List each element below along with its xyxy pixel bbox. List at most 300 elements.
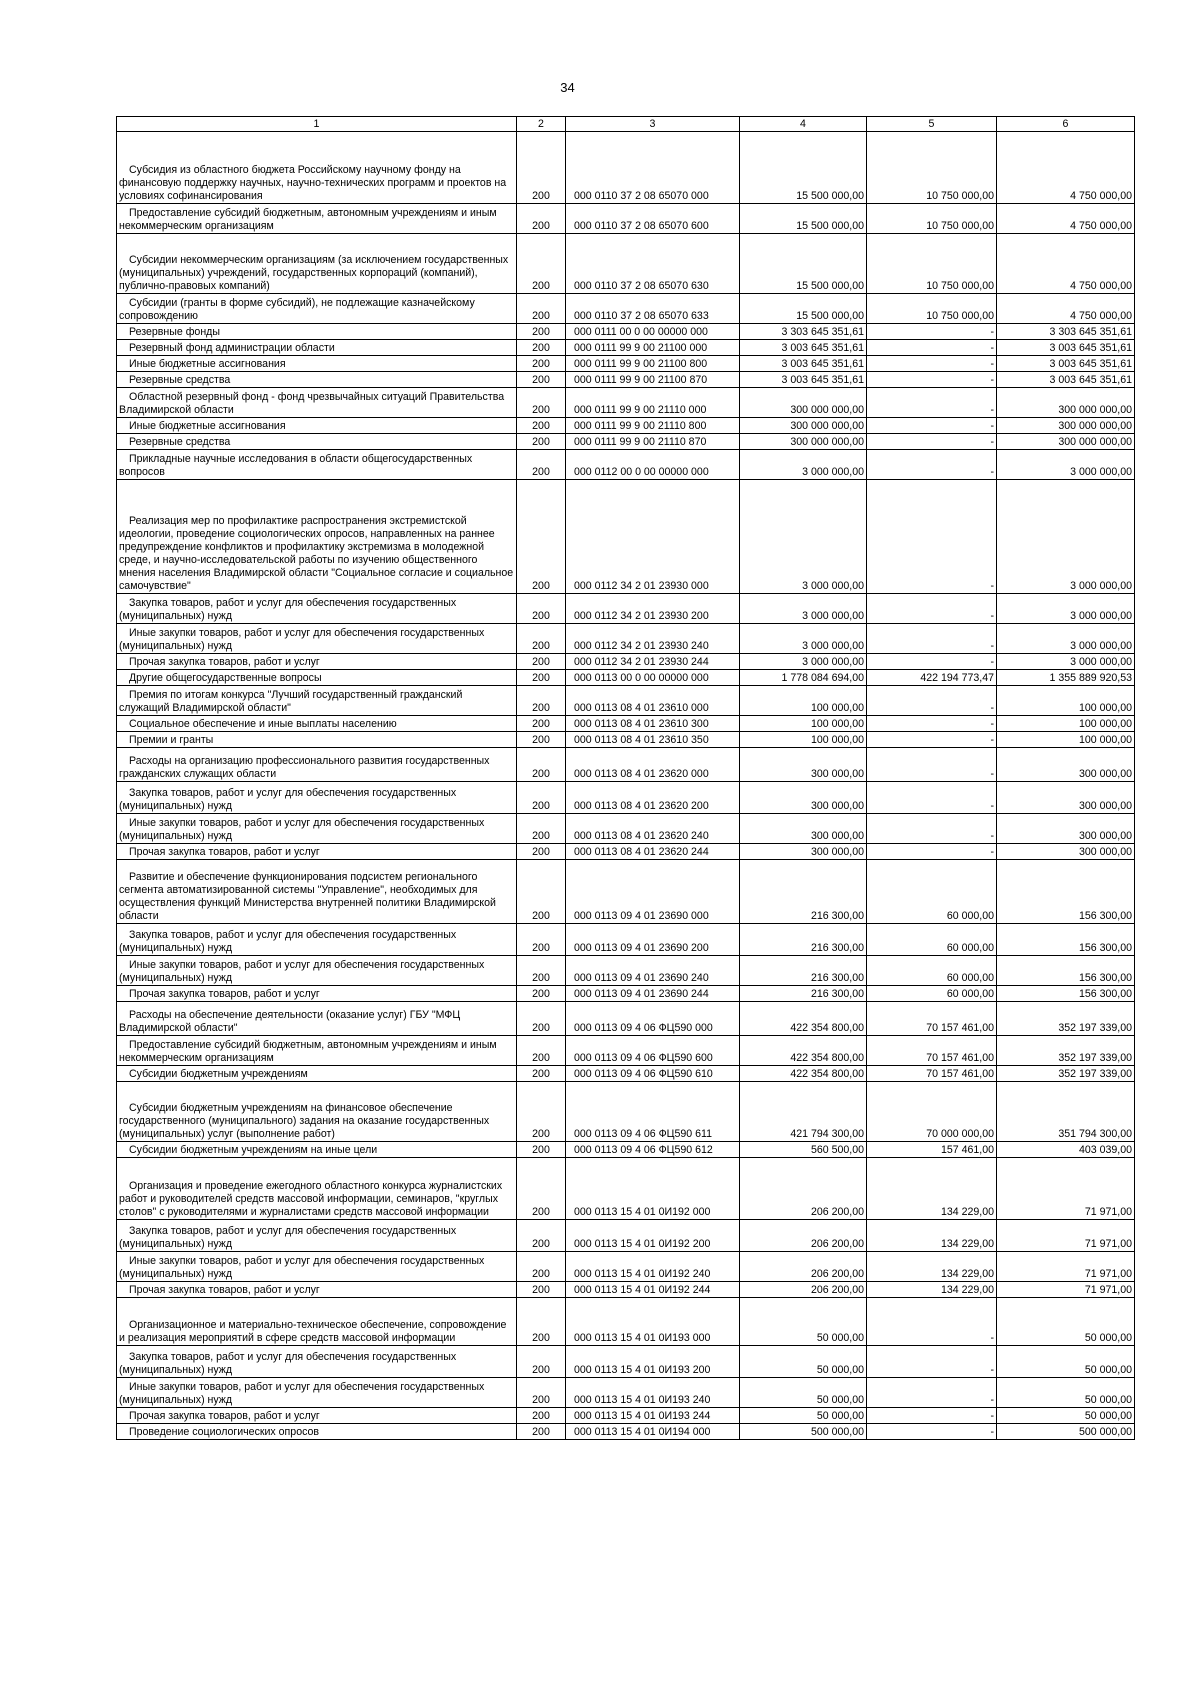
row-amount-executed: -	[867, 1346, 997, 1378]
row-code: 000 0113 08 4 01 23620 200	[566, 782, 740, 814]
row-amount-total: 3 000 000,00	[740, 654, 867, 670]
row-amount-executed: 134 229,00	[867, 1220, 997, 1252]
row-amount-total: 3 000 000,00	[740, 450, 867, 480]
row-col2: 200	[517, 1036, 566, 1066]
table-row	[117, 450, 1135, 480]
row-name: Субсидии бюджетным учреждениям на иные цели	[117, 1142, 517, 1158]
row-code: 000 0112 34 2 01 23930 244	[566, 654, 740, 670]
row-amount-remaining: 3 000 000,00	[997, 654, 1135, 670]
row-amount-remaining: 100 000,00	[997, 716, 1135, 732]
row-col2: 200	[517, 294, 566, 324]
row-name: Субсидии бюджетным учреждениям на финансовое обеспечение государственного (муниципального) задания на оказание государственных (муниципальных) услуг (выполнение работ)	[117, 1082, 517, 1142]
row-amount-executed: 134 229,00	[867, 1252, 997, 1282]
row-name: Расходы на обеспечение деятельности (оказание услуг) ГБУ "МФЦ Владимирской области"	[117, 1002, 517, 1036]
row-amount-total: 206 200,00	[740, 1158, 867, 1220]
row-amount-remaining: 4 750 000,00	[997, 294, 1135, 324]
row-amount-total: 300 000 000,00	[740, 418, 867, 434]
row-amount-executed: -	[867, 1378, 997, 1408]
row-amount-executed: -	[867, 1298, 997, 1346]
row-name: Субсидии (гранты в форме субсидий), не подлежащие казначейскому сопровождению	[117, 294, 517, 324]
row-amount-total: 3 003 645 351,61	[740, 340, 867, 356]
row-name: Развитие и обеспечение функционирования подсистем регионального сегмента автоматизированной системы "Управление", необходимых для осуществления функций Министерства внутренней политики Владимирской области	[117, 860, 517, 924]
row-amount-remaining: 352 197 339,00	[997, 1002, 1135, 1036]
row-col2: 200	[517, 1220, 566, 1252]
row-amount-executed: -	[867, 372, 997, 388]
row-code: 000 0113 08 4 01 23610 000	[566, 686, 740, 716]
row-col2: 200	[517, 956, 566, 986]
row-code: 000 0113 09 4 06 ФЦ590 611	[566, 1082, 740, 1142]
row-amount-total: 15 500 000,00	[740, 234, 867, 294]
header-col-5: 5	[867, 117, 997, 132]
row-col2: 200	[517, 480, 566, 594]
row-amount-executed: -	[867, 450, 997, 480]
row-amount-total: 3 000 000,00	[740, 480, 867, 594]
row-name: Иные закупки товаров, работ и услуг для обеспечения государственных (муниципальных) нужд	[117, 1378, 517, 1408]
row-amount-remaining: 500 000,00	[997, 1424, 1135, 1440]
row-amount-remaining: 71 971,00	[997, 1282, 1135, 1298]
row-amount-executed: -	[867, 654, 997, 670]
row-amount-remaining: 1 355 889 920,53	[997, 670, 1135, 686]
row-col2: 200	[517, 204, 566, 234]
budget-table	[116, 116, 1135, 1440]
row-name: Закупка товаров, работ и услуг для обеспечения государственных (муниципальных) нужд	[117, 594, 517, 624]
row-code: 000 0113 09 4 01 23690 240	[566, 956, 740, 986]
row-amount-remaining: 300 000,00	[997, 844, 1135, 860]
table-row	[117, 388, 1135, 418]
row-code: 000 0113 08 4 01 23610 350	[566, 732, 740, 748]
row-name: Иные закупки товаров, работ и услуг для обеспечения государственных (муниципальных) нужд	[117, 814, 517, 844]
row-amount-total: 300 000,00	[740, 782, 867, 814]
table-row	[117, 986, 1135, 1002]
row-amount-executed: -	[867, 356, 997, 372]
row-amount-total: 300 000 000,00	[740, 434, 867, 450]
row-col2: 200	[517, 748, 566, 782]
row-code: 000 0113 09 4 01 23690 200	[566, 924, 740, 956]
row-amount-total: 300 000,00	[740, 844, 867, 860]
row-code: 000 0111 99 9 00 21110 870	[566, 434, 740, 450]
row-name: Прочая закупка товаров, работ и услуг	[117, 986, 517, 1002]
row-amount-executed: 422 194 773,47	[867, 670, 997, 686]
row-col2: 200	[517, 654, 566, 670]
table-row	[117, 294, 1135, 324]
row-name: Прочая закупка товаров, работ и услуг	[117, 654, 517, 670]
row-code: 000 0113 15 4 01 0И193 200	[566, 1346, 740, 1378]
row-amount-remaining: 50 000,00	[997, 1346, 1135, 1378]
row-col2: 200	[517, 324, 566, 340]
row-amount-remaining: 3 000 000,00	[997, 480, 1135, 594]
row-col2: 200	[517, 924, 566, 956]
row-amount-total: 206 200,00	[740, 1252, 867, 1282]
row-name: Реализация мер по профилактике распространения экстремистской идеологии, проведение социологических опросов, направленных на раннее предупреждение конфликтов и профилактику экстремизма в молодежной среде, и научно-исследовательской работы по изучению общественного мнения населения Владимирской области "Социальное согласие и социальное самочувствие"	[117, 480, 517, 594]
row-amount-remaining: 50 000,00	[997, 1298, 1135, 1346]
row-amount-executed: 157 461,00	[867, 1142, 997, 1158]
row-amount-total: 206 200,00	[740, 1220, 867, 1252]
row-code: 000 0113 15 4 01 0И192 240	[566, 1252, 740, 1282]
row-code: 000 0110 37 2 08 65070 630	[566, 234, 740, 294]
row-col2: 200	[517, 1346, 566, 1378]
row-col2: 200	[517, 732, 566, 748]
row-amount-executed: 60 000,00	[867, 924, 997, 956]
row-amount-remaining: 156 300,00	[997, 956, 1135, 986]
row-amount-remaining: 3 003 645 351,61	[997, 372, 1135, 388]
row-name: Проведение социологических опросов	[117, 1424, 517, 1440]
row-col2: 200	[517, 1066, 566, 1082]
row-amount-executed: -	[867, 594, 997, 624]
row-amount-remaining: 3 303 645 351,61	[997, 324, 1135, 340]
row-col2: 200	[517, 1282, 566, 1298]
row-name: Другие общегосударственные вопросы	[117, 670, 517, 686]
row-name: Предоставление субсидий бюджетным, автономным учреждениям и иным некоммерческим организациям	[117, 204, 517, 234]
row-amount-remaining: 300 000,00	[997, 814, 1135, 844]
row-col2: 200	[517, 860, 566, 924]
row-name: Прочая закупка товаров, работ и услуг	[117, 1282, 517, 1298]
row-amount-total: 300 000 000,00	[740, 388, 867, 418]
page-number: 34	[560, 80, 575, 95]
row-col2: 200	[517, 814, 566, 844]
row-amount-remaining: 403 039,00	[997, 1142, 1135, 1158]
row-code: 000 0112 34 2 01 23930 200	[566, 594, 740, 624]
row-amount-total: 3 000 000,00	[740, 594, 867, 624]
row-amount-total: 216 300,00	[740, 986, 867, 1002]
row-code: 000 0111 99 9 00 21110 000	[566, 388, 740, 418]
row-col2: 200	[517, 234, 566, 294]
row-name: Иные бюджетные ассигнования	[117, 356, 517, 372]
row-amount-executed: -	[867, 480, 997, 594]
row-amount-total: 300 000,00	[740, 748, 867, 782]
row-amount-executed: -	[867, 324, 997, 340]
table-row	[117, 434, 1135, 450]
table-row	[117, 356, 1135, 372]
row-col2: 200	[517, 670, 566, 686]
table-row	[117, 324, 1135, 340]
row-amount-total: 100 000,00	[740, 732, 867, 748]
row-col2: 200	[517, 1252, 566, 1282]
table-row	[117, 1002, 1135, 1036]
table-row	[117, 1252, 1135, 1282]
row-name: Закупка товаров, работ и услуг для обеспечения государственных (муниципальных) нужд	[117, 1346, 517, 1378]
row-amount-executed: 70 000 000,00	[867, 1082, 997, 1142]
row-name: Социальное обеспечение и иные выплаты населению	[117, 716, 517, 732]
row-amount-remaining: 156 300,00	[997, 924, 1135, 956]
row-amount-remaining: 351 794 300,00	[997, 1082, 1135, 1142]
row-code: 000 0112 00 0 00 00000 000	[566, 450, 740, 480]
row-amount-total: 100 000,00	[740, 686, 867, 716]
row-amount-total: 422 354 800,00	[740, 1066, 867, 1082]
row-amount-total: 300 000,00	[740, 814, 867, 844]
row-amount-executed: 10 750 000,00	[867, 132, 997, 204]
row-col2: 200	[517, 716, 566, 732]
row-name: Закупка товаров, работ и услуг для обеспечения государственных (муниципальных) нужд	[117, 924, 517, 956]
row-amount-remaining: 4 750 000,00	[997, 132, 1135, 204]
row-col2: 200	[517, 434, 566, 450]
row-amount-total: 50 000,00	[740, 1298, 867, 1346]
row-name: Резервные фонды	[117, 324, 517, 340]
row-amount-executed: -	[867, 732, 997, 748]
row-amount-remaining: 300 000 000,00	[997, 388, 1135, 418]
row-amount-total: 421 794 300,00	[740, 1082, 867, 1142]
row-name: Резервный фонд администрации области	[117, 340, 517, 356]
row-amount-remaining: 352 197 339,00	[997, 1036, 1135, 1066]
budget-table-container	[116, 116, 1134, 1440]
row-col2: 200	[517, 624, 566, 654]
table-row	[117, 234, 1135, 294]
row-amount-remaining: 3 000 000,00	[997, 594, 1135, 624]
table-row	[117, 1142, 1135, 1158]
row-code: 000 0112 34 2 01 23930 000	[566, 480, 740, 594]
table-row	[117, 1066, 1135, 1082]
row-col2: 200	[517, 1378, 566, 1408]
row-col2: 200	[517, 418, 566, 434]
table-row	[117, 844, 1135, 860]
row-code: 000 0110 37 2 08 65070 000	[566, 132, 740, 204]
row-amount-executed: -	[867, 814, 997, 844]
header-row	[117, 117, 1135, 132]
row-name: Закупка товаров, работ и услуг для обеспечения государственных (муниципальных) нужд	[117, 1220, 517, 1252]
row-amount-executed: 60 000,00	[867, 986, 997, 1002]
table-row	[117, 1282, 1135, 1298]
row-amount-executed: 134 229,00	[867, 1158, 997, 1220]
table-row	[117, 782, 1135, 814]
row-amount-remaining: 100 000,00	[997, 686, 1135, 716]
row-amount-total: 500 000,00	[740, 1424, 867, 1440]
row-amount-total: 560 500,00	[740, 1142, 867, 1158]
row-amount-remaining: 4 750 000,00	[997, 234, 1135, 294]
row-col2: 200	[517, 372, 566, 388]
row-amount-executed: 10 750 000,00	[867, 294, 997, 324]
table-row	[117, 624, 1135, 654]
row-name: Прочая закупка товаров, работ и услуг	[117, 844, 517, 860]
row-amount-executed: -	[867, 1408, 997, 1424]
row-name: Областной резервный фонд - фонд чрезвычайных ситуаций Правительства Владимирской области	[117, 388, 517, 418]
row-code: 000 0111 99 9 00 21110 800	[566, 418, 740, 434]
table-row	[117, 1036, 1135, 1066]
table-row	[117, 716, 1135, 732]
row-name: Закупка товаров, работ и услуг для обеспечения государственных (муниципальных) нужд	[117, 782, 517, 814]
table-row	[117, 1082, 1135, 1142]
row-col2: 200	[517, 1158, 566, 1220]
table-row	[117, 340, 1135, 356]
row-col2: 200	[517, 1082, 566, 1142]
row-code: 000 0113 15 4 01 0И192 200	[566, 1220, 740, 1252]
row-amount-total: 100 000,00	[740, 716, 867, 732]
row-col2: 200	[517, 986, 566, 1002]
row-amount-remaining: 71 971,00	[997, 1252, 1135, 1282]
row-name: Организация и проведение ежегодного областного конкурса журналистских работ и руководителей средств массовой информации, семинаров, "круглых столов" с руководителями и журналистами средств массовой информации	[117, 1158, 517, 1220]
row-code: 000 0113 00 0 00 00000 000	[566, 670, 740, 686]
row-name: Организационное и материально-техническое обеспечение, сопровождение и реализация мероприятий в сфере средств массовой информации	[117, 1298, 517, 1346]
row-amount-total: 15 500 000,00	[740, 204, 867, 234]
table-row	[117, 860, 1135, 924]
table-row	[117, 956, 1135, 986]
row-amount-executed: -	[867, 434, 997, 450]
row-amount-total: 15 500 000,00	[740, 132, 867, 204]
row-amount-executed: -	[867, 418, 997, 434]
row-amount-remaining: 71 971,00	[997, 1158, 1135, 1220]
row-amount-executed: 10 750 000,00	[867, 234, 997, 294]
row-name: Иные закупки товаров, работ и услуг для обеспечения государственных (муниципальных) нужд	[117, 1252, 517, 1282]
row-amount-remaining: 71 971,00	[997, 1220, 1135, 1252]
row-name: Иные закупки товаров, работ и услуг для обеспечения государственных (муниципальных) нужд	[117, 956, 517, 986]
row-amount-remaining: 3 003 645 351,61	[997, 340, 1135, 356]
row-name: Прикладные научные исследования в области общегосударственных вопросов	[117, 450, 517, 480]
row-amount-total: 15 500 000,00	[740, 294, 867, 324]
row-amount-total: 50 000,00	[740, 1408, 867, 1424]
row-amount-executed: 70 157 461,00	[867, 1036, 997, 1066]
row-col2: 200	[517, 1424, 566, 1440]
row-name: Иные закупки товаров, работ и услуг для обеспечения государственных (муниципальных) нужд	[117, 624, 517, 654]
row-amount-total: 216 300,00	[740, 860, 867, 924]
row-amount-executed: 70 157 461,00	[867, 1066, 997, 1082]
row-code: 000 0113 09 4 06 ФЦ590 600	[566, 1036, 740, 1066]
row-name: Предоставление субсидий бюджетным, автономным учреждениям и иным некоммерческим организациям	[117, 1036, 517, 1066]
row-amount-remaining: 352 197 339,00	[997, 1066, 1135, 1082]
row-code: 000 0113 15 4 01 0И193 240	[566, 1378, 740, 1408]
row-amount-remaining: 3 000 000,00	[997, 450, 1135, 480]
row-col2: 200	[517, 686, 566, 716]
row-col2: 200	[517, 782, 566, 814]
row-col2: 200	[517, 844, 566, 860]
row-amount-executed: 134 229,00	[867, 1282, 997, 1298]
table-row	[117, 594, 1135, 624]
table-row	[117, 418, 1135, 434]
table-row	[117, 204, 1135, 234]
row-amount-total: 422 354 800,00	[740, 1036, 867, 1066]
row-amount-total: 216 300,00	[740, 924, 867, 956]
table-row	[117, 1424, 1135, 1440]
row-amount-remaining: 50 000,00	[997, 1408, 1135, 1424]
table-row	[117, 132, 1135, 204]
header-col-6: 6	[997, 117, 1135, 132]
header-col-2: 2	[517, 117, 566, 132]
row-name: Иные бюджетные ассигнования	[117, 418, 517, 434]
table-row	[117, 1220, 1135, 1252]
row-name: Расходы на организацию профессионального развития государственных гражданских служащих области	[117, 748, 517, 782]
row-amount-remaining: 3 000 000,00	[997, 624, 1135, 654]
row-code: 000 0113 08 4 01 23610 300	[566, 716, 740, 732]
row-amount-total: 3 303 645 351,61	[740, 324, 867, 340]
row-name: Прочая закупка товаров, работ и услуг	[117, 1408, 517, 1424]
row-amount-executed: 10 750 000,00	[867, 204, 997, 234]
row-amount-remaining: 156 300,00	[997, 860, 1135, 924]
header-col-4: 4	[740, 117, 867, 132]
row-amount-total: 1 778 084 694,00	[740, 670, 867, 686]
row-col2: 200	[517, 1408, 566, 1424]
row-amount-remaining: 100 000,00	[997, 732, 1135, 748]
row-name: Премия по итогам конкурса "Лучший государственный гражданский служащий Владимирской области"	[117, 686, 517, 716]
row-amount-remaining: 3 003 645 351,61	[997, 356, 1135, 372]
table-body	[117, 132, 1135, 1440]
row-name: Субсидия из областного бюджета Российскому научному фонду на финансовую поддержку научных, научно-технических программ и проектов на условиях софинансирования	[117, 132, 517, 204]
row-code: 000 0113 15 4 01 0И194 000	[566, 1424, 740, 1440]
row-code: 000 0111 99 9 00 21100 800	[566, 356, 740, 372]
table-row	[117, 686, 1135, 716]
header-col-3: 3	[566, 117, 740, 132]
row-code: 000 0113 15 4 01 0И192 244	[566, 1282, 740, 1298]
row-amount-total: 422 354 800,00	[740, 1002, 867, 1036]
row-amount-total: 50 000,00	[740, 1346, 867, 1378]
table-row	[117, 1378, 1135, 1408]
row-amount-executed: -	[867, 844, 997, 860]
row-col2: 200	[517, 340, 566, 356]
row-col2: 200	[517, 450, 566, 480]
table-row	[117, 670, 1135, 686]
row-code: 000 0113 15 4 01 0И193 244	[566, 1408, 740, 1424]
table-row	[117, 814, 1135, 844]
row-code: 000 0110 37 2 08 65070 633	[566, 294, 740, 324]
row-amount-executed: -	[867, 388, 997, 418]
row-amount-executed: 60 000,00	[867, 956, 997, 986]
row-amount-remaining: 300 000,00	[997, 748, 1135, 782]
row-code: 000 0113 09 4 06 ФЦ590 000	[566, 1002, 740, 1036]
row-col2: 200	[517, 594, 566, 624]
row-amount-remaining: 4 750 000,00	[997, 204, 1135, 234]
table-row	[117, 1298, 1135, 1346]
row-code: 000 0113 08 4 01 23620 240	[566, 814, 740, 844]
row-code: 000 0113 09 4 01 23690 244	[566, 986, 740, 1002]
row-code: 000 0113 09 4 06 ФЦ590 610	[566, 1066, 740, 1082]
row-code: 000 0110 37 2 08 65070 600	[566, 204, 740, 234]
row-code: 000 0113 09 4 01 23690 000	[566, 860, 740, 924]
table-row	[117, 732, 1135, 748]
row-amount-executed: -	[867, 782, 997, 814]
row-code: 000 0113 08 4 01 23620 000	[566, 748, 740, 782]
row-amount-total: 50 000,00	[740, 1378, 867, 1408]
row-code: 000 0111 00 0 00 00000 000	[566, 324, 740, 340]
row-amount-remaining: 156 300,00	[997, 986, 1135, 1002]
row-col2: 200	[517, 1142, 566, 1158]
row-col2: 200	[517, 1298, 566, 1346]
row-name: Премии и гранты	[117, 732, 517, 748]
row-col2: 200	[517, 132, 566, 204]
row-col2: 200	[517, 388, 566, 418]
table-row	[117, 748, 1135, 782]
row-amount-executed: 60 000,00	[867, 860, 997, 924]
header-col-1: 1	[117, 117, 517, 132]
row-name: Резервные средства	[117, 372, 517, 388]
row-amount-executed: -	[867, 1424, 997, 1440]
table-row	[117, 1158, 1135, 1220]
row-amount-executed: 70 157 461,00	[867, 1002, 997, 1036]
row-amount-total: 206 200,00	[740, 1282, 867, 1298]
row-code: 000 0113 15 4 01 0И192 000	[566, 1158, 740, 1220]
row-name: Субсидии бюджетным учреждениям	[117, 1066, 517, 1082]
row-amount-total: 3 003 645 351,61	[740, 356, 867, 372]
row-amount-executed: -	[867, 748, 997, 782]
row-col2: 200	[517, 356, 566, 372]
row-code: 000 0113 08 4 01 23620 244	[566, 844, 740, 860]
table-row	[117, 924, 1135, 956]
row-amount-remaining: 50 000,00	[997, 1378, 1135, 1408]
row-col2: 200	[517, 1002, 566, 1036]
table-row	[117, 372, 1135, 388]
row-code: 000 0111 99 9 00 21100 870	[566, 372, 740, 388]
row-amount-executed: -	[867, 686, 997, 716]
row-amount-total: 216 300,00	[740, 956, 867, 986]
row-code: 000 0113 09 4 06 ФЦ590 612	[566, 1142, 740, 1158]
row-code: 000 0111 99 9 00 21100 000	[566, 340, 740, 356]
row-code: 000 0113 15 4 01 0И193 000	[566, 1298, 740, 1346]
row-amount-total: 3 000 000,00	[740, 624, 867, 654]
row-name: Субсидии некоммерческим организациям (за исключением государственных (муниципальных) учреждений, государственных корпораций (компаний), публично-правовых компаний)	[117, 234, 517, 294]
row-amount-executed: -	[867, 716, 997, 732]
table-row	[117, 1408, 1135, 1424]
row-amount-executed: -	[867, 340, 997, 356]
row-amount-total: 3 003 645 351,61	[740, 372, 867, 388]
row-amount-remaining: 300 000,00	[997, 782, 1135, 814]
row-amount-remaining: 300 000 000,00	[997, 434, 1135, 450]
table-row	[117, 1346, 1135, 1378]
row-amount-executed: -	[867, 624, 997, 654]
